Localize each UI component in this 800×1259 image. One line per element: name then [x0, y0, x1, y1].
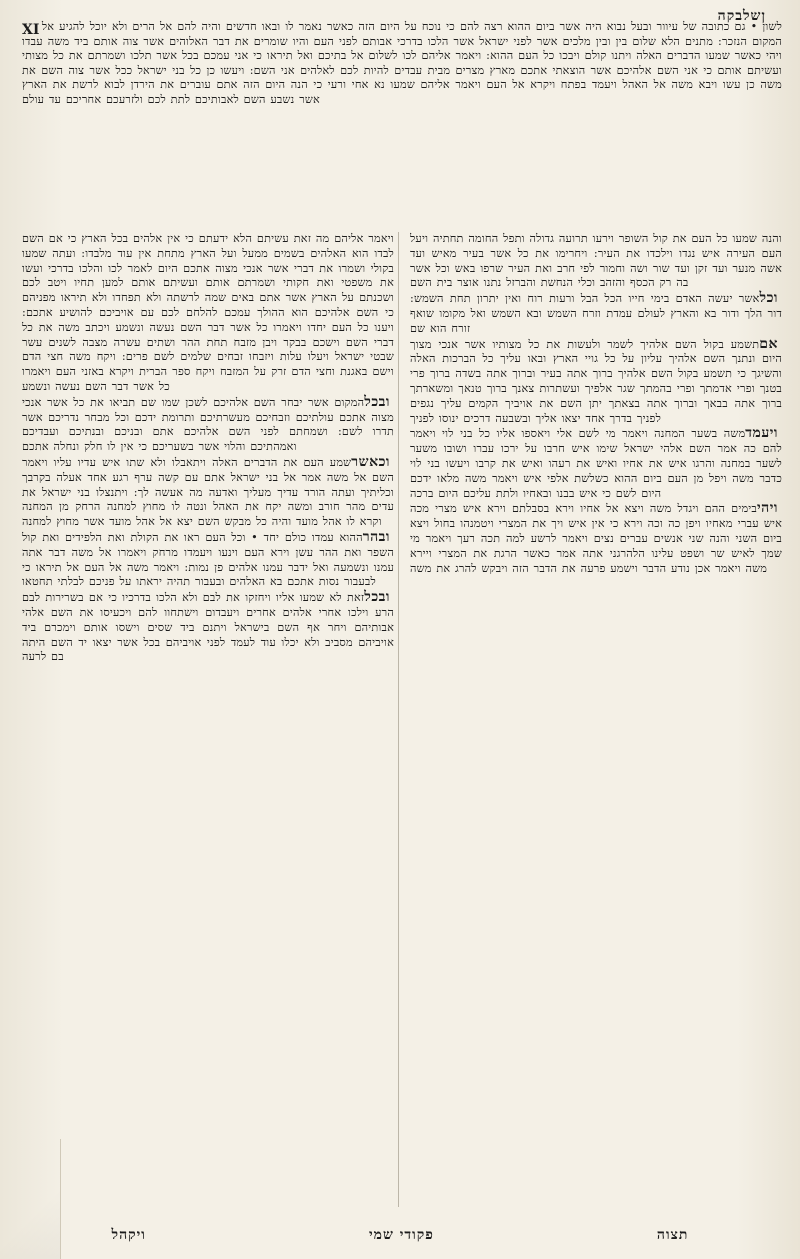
left-column [22, 232, 394, 1207]
right-text: משה בשער המחנה ויאמר מי לשם אלי ויאספו אליו כל בני לוי ויאמר להם כה אמר השם אלהי ישראל שימו איש חרבו על ירכו עברו ושובו משער לשער במחנה והרגו איש את אחיו ואיש את רעהו ואיש את קרבו ויעשו בני לוי כדבר משה ויפל מן העם ביום ההוא כשלשת אלפי איש ויאמר משה מלאו ידכם היום לשם כי איש בבנו ובאחיו ולתת עליכם היום ברכה [410, 427, 782, 500]
left-text: זאת לא שמעו אליו ויחזקו את לבם ולא הלכו בדרכיו כי אם בשרירות לבם הרע וילכו אחרי אלהים אחרים ויעבדום וישתחוו להם ויכעיסו את השם אלהי אבותיהם ויחר אף השם בישראל ויתנם ביד שסים וישסו אותם וימכרם ביד אויביהם מסביב ולא יכלו עוד לעמד לפני אויביהם בכל אשר יצאו יד השם היתה בם לרעה [22, 591, 394, 664]
entry-head: אם [759, 335, 778, 352]
intro-paragraph [22, 20, 782, 108]
entry-head: ובהר [362, 528, 390, 545]
left-text: שמע העם את הדברים האלה ויתאבלו ולא שתו איש עדיו עליו ויאמר השם אל משה אמר אל בני ישראל אתם עם קשה ערף רגע אחד אעלה בקרבך וכליתיך ועתה הורד עדיך מעליך ואדעה מה אעשה לך: ויתנצלו בני ישראל את עדים מהר חורב ומשה יקח את האהל ונטה לו מחוץ למחנה הרחק מן המחנה וקרא לו אהל מועד והיה כל מבקש השם יצא אל אהל מועד אשר מחוץ למחנה [22, 455, 394, 529]
entry-head: ויעמד [745, 425, 778, 442]
footer-left: ויקהל [111, 1226, 146, 1243]
footer-center: פקודי שמי [368, 1226, 434, 1243]
intro-text: לשון • גם כתובה של עיוור ובעל נבוא היה אשר ביום ההוא רצה להם כי נוכח על היום הזה כאשר נאמר לו ובאו חדשים והיה להם אל הרים ולא יוכל להגיע אל המקום הנזכר: מתנים הלא שלום בין ובין מלכים אשר לפני ישראל אשר הלכו בדרכי אבותם לפני העם והיו שומרים את דבר האלוהים אשר צוה אותם ביד משה עבדו ויהי כאשר שמעו הדברים האלה ויתנו קולם ויבכו כל העם ההוא: ויאמר אליהם לכו לשלום אל בתיכם ואל תיראו כי אני עמכם בכל אשר תלכו ושמרתם את כל מצותי ועשיתם אותם כי אני השם אלהיכם אשר הוצאתי אתכם מארץ מצרים מבית עבדים להיות לכם לאלהים אני השם: ויעשו כן כל בני ישראל ככל אשר צוה השם את משה כן עשו ויבא משה אל האהל ויעמד בפתח ויקרא אל העם ויאמר אליהם שמעו נא אחי ורעי כי הנה היום הזה אתם עוברים את הירדן לבוא לרשת את הארץ אשר נשבע השם לאבותיכם לתת לכם ולזרעכם אחריכם עד עולם [22, 20, 783, 106]
page-curl-decoration [0, 1139, 61, 1259]
left-text: ויאמר אליהם מה זאת עשיתם הלא ידעתם כי אין אלהים בכל הארץ כי אם השם לבדו הוא האלהים בשמים ממעל ועל הארץ מתחת אין עוד מלבדו: ועתה שמעו בקולי ושמרו את דברי אשר אנכי מצוה אתכם היום לאמר לכו והלכו בדרכי ועשו את משפטי ואת חקותי ושמרתם אותם ועשיתם אותם למען תחיו ויטב לכם ושכנתם על הארץ אשר אתם באים שמה לרשתה ולא תפחדו ולא תיראו מפניהם כי השם אלהיכם הוא ההולך עמכם להלחם לכם עם אויביכם להושיע אתכם: ויענו כל העם יחדו ויאמרו כל אשר דבר השם נעשה ונשמע ויכתב משה את כל דברי השם וישכם בבקר ויבן מזבח תחת ההר ושתים עשרה מצבה לשנים עשר שבטי ישראל ויעלו עלות ויזבחו זבחים שלמים לשם פרים: ויקח משה חצי הדם וישם באגנת וחצי הדם זרק על המזבח ויקח ספר הברית ויקרא באזני העם ויאמרו כל אשר דבר השם נעשה ונשמע [22, 232, 394, 393]
left-paragraph [22, 590, 394, 665]
right-text: והנה שמעו כל העם את קול השופר וירעו תרועה גדולה ותפל החומה תחתיה ויעל העם העירה איש נגדו וילכדו את העיר: ויחרימו את כל אשר בעיר מאיש ועד אשה מנער ועד זקן ועד שור ושה וחמור לפי חרב ואת העיר שרפו באש וכל אשר בה רק הכסף והזהב וכלי הנחשת והברזל נתנו אוצר בית השם [410, 232, 782, 290]
left-paragraph [22, 232, 394, 395]
entry-head: ויהי [757, 500, 778, 517]
right-text: תשמע בקול השם אלהיך לשמר ולעשות את כל מצותיו אשר אנכי מצוך היום ונתנך השם אלהיך עליון על כל גויי הארץ ובאו עליך כל הברכות האלה והשיגך כי תשמע בקול השם אלהיך ברוך אתה בעיר וברוך אתה בשדה ברוך פרי בטנך ופרי אדמתך ופרי בהמתך שגר אלפיך ועשתרות צאנך ברוך טנאך ומשארתך ברוך אתה בבאך וברוך אתה בצאתך יתן השם את אויביך הקמים עליך נגפים לפניך בדרך אחד יצאו אליך ובשבעה דרכים ינוסו לפניך [410, 337, 782, 425]
entry-head: וכאשר [351, 453, 390, 470]
left-paragraph [22, 455, 394, 530]
entry-head: ובכל [364, 393, 390, 410]
right-paragraph [410, 426, 782, 501]
right-paragraph [410, 337, 782, 427]
left-paragraph [22, 530, 394, 590]
entry-head: וכל [759, 290, 778, 307]
right-column [410, 232, 782, 1207]
right-text: בימים ההם ויגדל משה ויצא אל אחיו וירא בסבלתם וירא איש מצרי מכה איש עברי מאחיו ויפן כה וכה וירא כי אין איש ויך את המצרי ויטמנהו בחול ויצא ביום השני והנה שני אנשים עברים נצים ויאמר לרשע למה תכה רעך ויאמר מי שמך לאיש שר ושפט עלינו הלהרגני אתה אמר כאשר הרגת את המצרי ויירא משה ויאמר אכן נודע הדבר וישמע פרעה את הדבר הזה ויבקש להרג את משה [410, 502, 782, 575]
page-footer [0, 1220, 800, 1250]
two-column-body [22, 232, 782, 1207]
entry-head: ובכל [364, 589, 390, 606]
right-paragraph [410, 501, 782, 576]
left-text: ההוא עמדו כולם יחד • וכל העם ראו את הקולת ואת הלפידים ואת קול השפר ואת ההר עשן וירא העם וינעו ויעמדו מרחק ויאמרו אל משה דבר אתה עמנו ונשמעה ואל ידבר עמנו אלהים פן נמות: ויאמר משה אל העם אל תיראו כי לבעבור נסות אתכם בא האלהים ובעבור תהיה יראתו על פניכם לבלתי תחטאו [22, 530, 394, 589]
right-text: אשר יעשה האדם בימי חייו הכל הבל ורעות רוח ואין יתרון תחת השמש: דור הלך ודור בא והארץ לעולם עמדת וזרח השמש ובא השמש ואל מקומו שואף זורח הוא שם [410, 292, 782, 335]
left-text: המקום אשר יבחר השם אלהיכם לשכן שמו שם תביאו את כל אשר אנכי מצוה אתכם עולתיכם וזבחיכם מעשרתיכם ותרומת ידכם וכל מבחר נדריכם אשר תדרו לשם: ושמחתם לפני השם אלהיכם אתם ובניכם ובנתיכם ועבדיכם ואמהתיכם והלוי אשר בשעריכם כי אין לו חלק ונחלה אתכם [22, 395, 394, 454]
right-paragraph [410, 291, 782, 336]
column-divider [398, 232, 399, 1207]
left-paragraph [22, 395, 394, 455]
footer-right: תצוה [656, 1226, 689, 1243]
running-head: ןשלבקה [717, 8, 766, 24]
page-marker: XI [22, 22, 40, 38]
right-paragraph [410, 232, 782, 291]
